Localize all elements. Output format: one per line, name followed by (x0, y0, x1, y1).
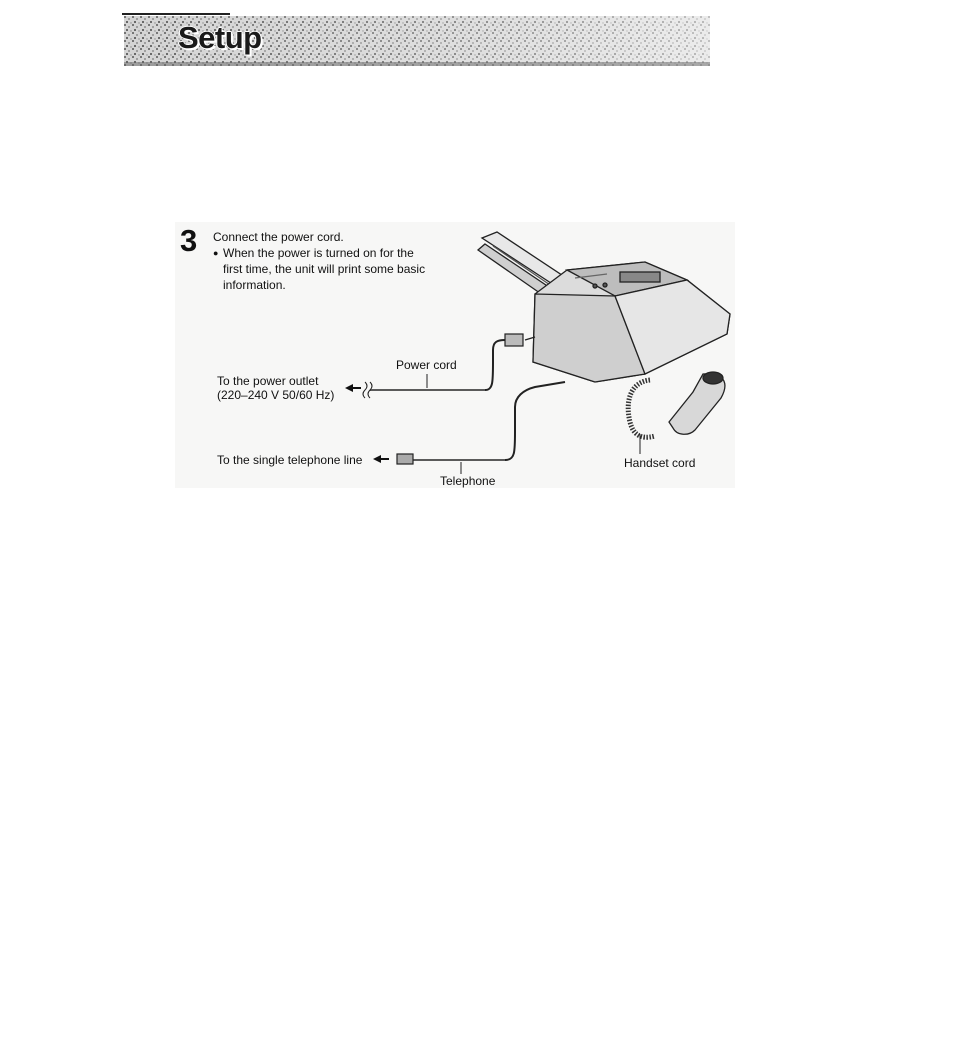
left-arrow-icon (373, 455, 389, 463)
header-rule (122, 13, 230, 15)
handset (669, 372, 725, 434)
step-number: 3 (180, 223, 198, 258)
step-instruction: Connect the power cord. (213, 230, 344, 244)
power-outlet-label-line2: (220–240 V 50/60 Hz) (217, 388, 335, 402)
left-arrow-icon (345, 384, 361, 392)
step-bullet (213, 245, 443, 293)
telephone-line-cord (410, 382, 565, 460)
fax-machine (533, 262, 730, 382)
power-plug (505, 334, 523, 346)
page-title: Setup (178, 20, 262, 55)
power-cord-label: Power cord (396, 358, 457, 372)
step-instructions (213, 229, 443, 293)
handset-cord (628, 380, 655, 437)
power-outlet-label-line1: To the power outlet (217, 374, 319, 388)
handset-cord-label: Handset cord (624, 456, 696, 470)
bullet-icon: ● (213, 248, 219, 258)
bullet-text: When the power is turned on for the first time, the unit will print some basic information. (223, 246, 426, 292)
telephone-line-label: To the single telephone line (217, 453, 363, 467)
telephone-label: Telephone (440, 474, 496, 488)
telephone-plug (397, 454, 413, 464)
